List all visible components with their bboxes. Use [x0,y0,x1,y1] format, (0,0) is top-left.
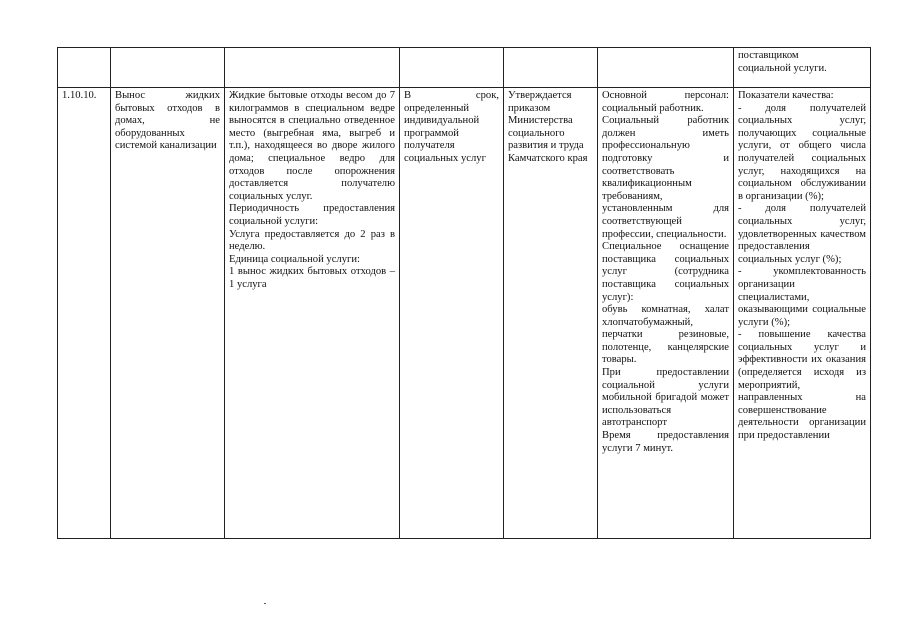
description-paragraph: Услуга предоставляется до 2 раз в неделю. [229,228,395,253]
cell-description [225,48,400,88]
cell-quality [734,48,871,88]
conditions-paragraph: обувь комнатная, халат хлопчатобумажный, перчатки резиновые, полотенце, канцелярские товары. [602,304,729,366]
table-row [58,48,871,88]
service-conditions [598,88,734,539]
service-tariff: Утверждается приказом Министерства социального развития и труда Камчатского края [504,88,598,539]
quality-indicator: - повышение качества социальных услуг и эффективности их оказания (определяется исходя из мероприятий, направленных на совершенствование деятельности организации при предоставлении [738,329,866,442]
description-paragraph: Периодичность предоставления социальной услуги: [229,203,395,227]
description-paragraph: Жидкие бытовые отходы весом до 7 килограммов в специальном ведре выносятся в специально отведенное место (выгребная яма, выгреб и т.п.), находящееся во дворе жилого дома; специальное ведро для отходов после опорожнения доставляется получателю социальных услуг. [229,90,395,202]
description-paragraph: Единица социальной услуги: [229,253,360,265]
service-quality [734,88,871,539]
cell-number [58,48,111,88]
service-term: В срок, определенный индивидуальной программой получателя социальных услуг [400,88,504,539]
service-number: 1.10.10. [58,88,111,539]
quality-indicator: - доля получателей социальных услуг, получающих социальные услуги, от общего числа получателей социальных услуг, находящихся на социальном обслуживании в организации (%); [738,102,866,202]
cell-tariff [504,48,598,88]
quality-heading: Показатели качества: [738,90,834,101]
quality-indicator: - укомплектованность организации специалистами, оказывающими социальные услуги (%); [738,266,866,328]
conditions-paragraph: Время предоставления услуги 7 минут. [602,430,729,454]
conditions-paragraph: Специальное оснащение поставщика социальных услуг (сотрудника поставщика социальных услуг): [602,241,729,303]
quality-indicator: - доля получателей социальных услуг, удовлетворенных качеством предоставления социальных услуг (%); [738,203,866,265]
quality-continuation: поставщиком [738,50,799,61]
conditions-paragraph: Социальный работник должен иметь профессиональную подготовку и соответствовать квалификационным требованиям, установленным для соответствующей профессии, специальности. [602,115,729,240]
cell-conditions [598,48,734,88]
table-row [58,88,871,539]
description-paragraph: 1 вынос жидких бытовых отходов – 1 услуга [229,266,395,290]
service-description [225,88,400,539]
scan-speck [264,603,266,604]
services-table [57,47,871,539]
service-name: Вынос жидких бытовых отходов в домах, не оборудованных системой канализации [111,88,225,539]
cell-term [400,48,504,88]
conditions-paragraph: Основной персонал: социальный работник. [602,90,729,114]
quality-continuation: социальной услуги. [738,62,827,74]
conditions-paragraph: При предоставлении социальной услуги мобильной бригадой может использоваться автотранспорт [602,367,729,429]
cell-name [111,48,225,88]
